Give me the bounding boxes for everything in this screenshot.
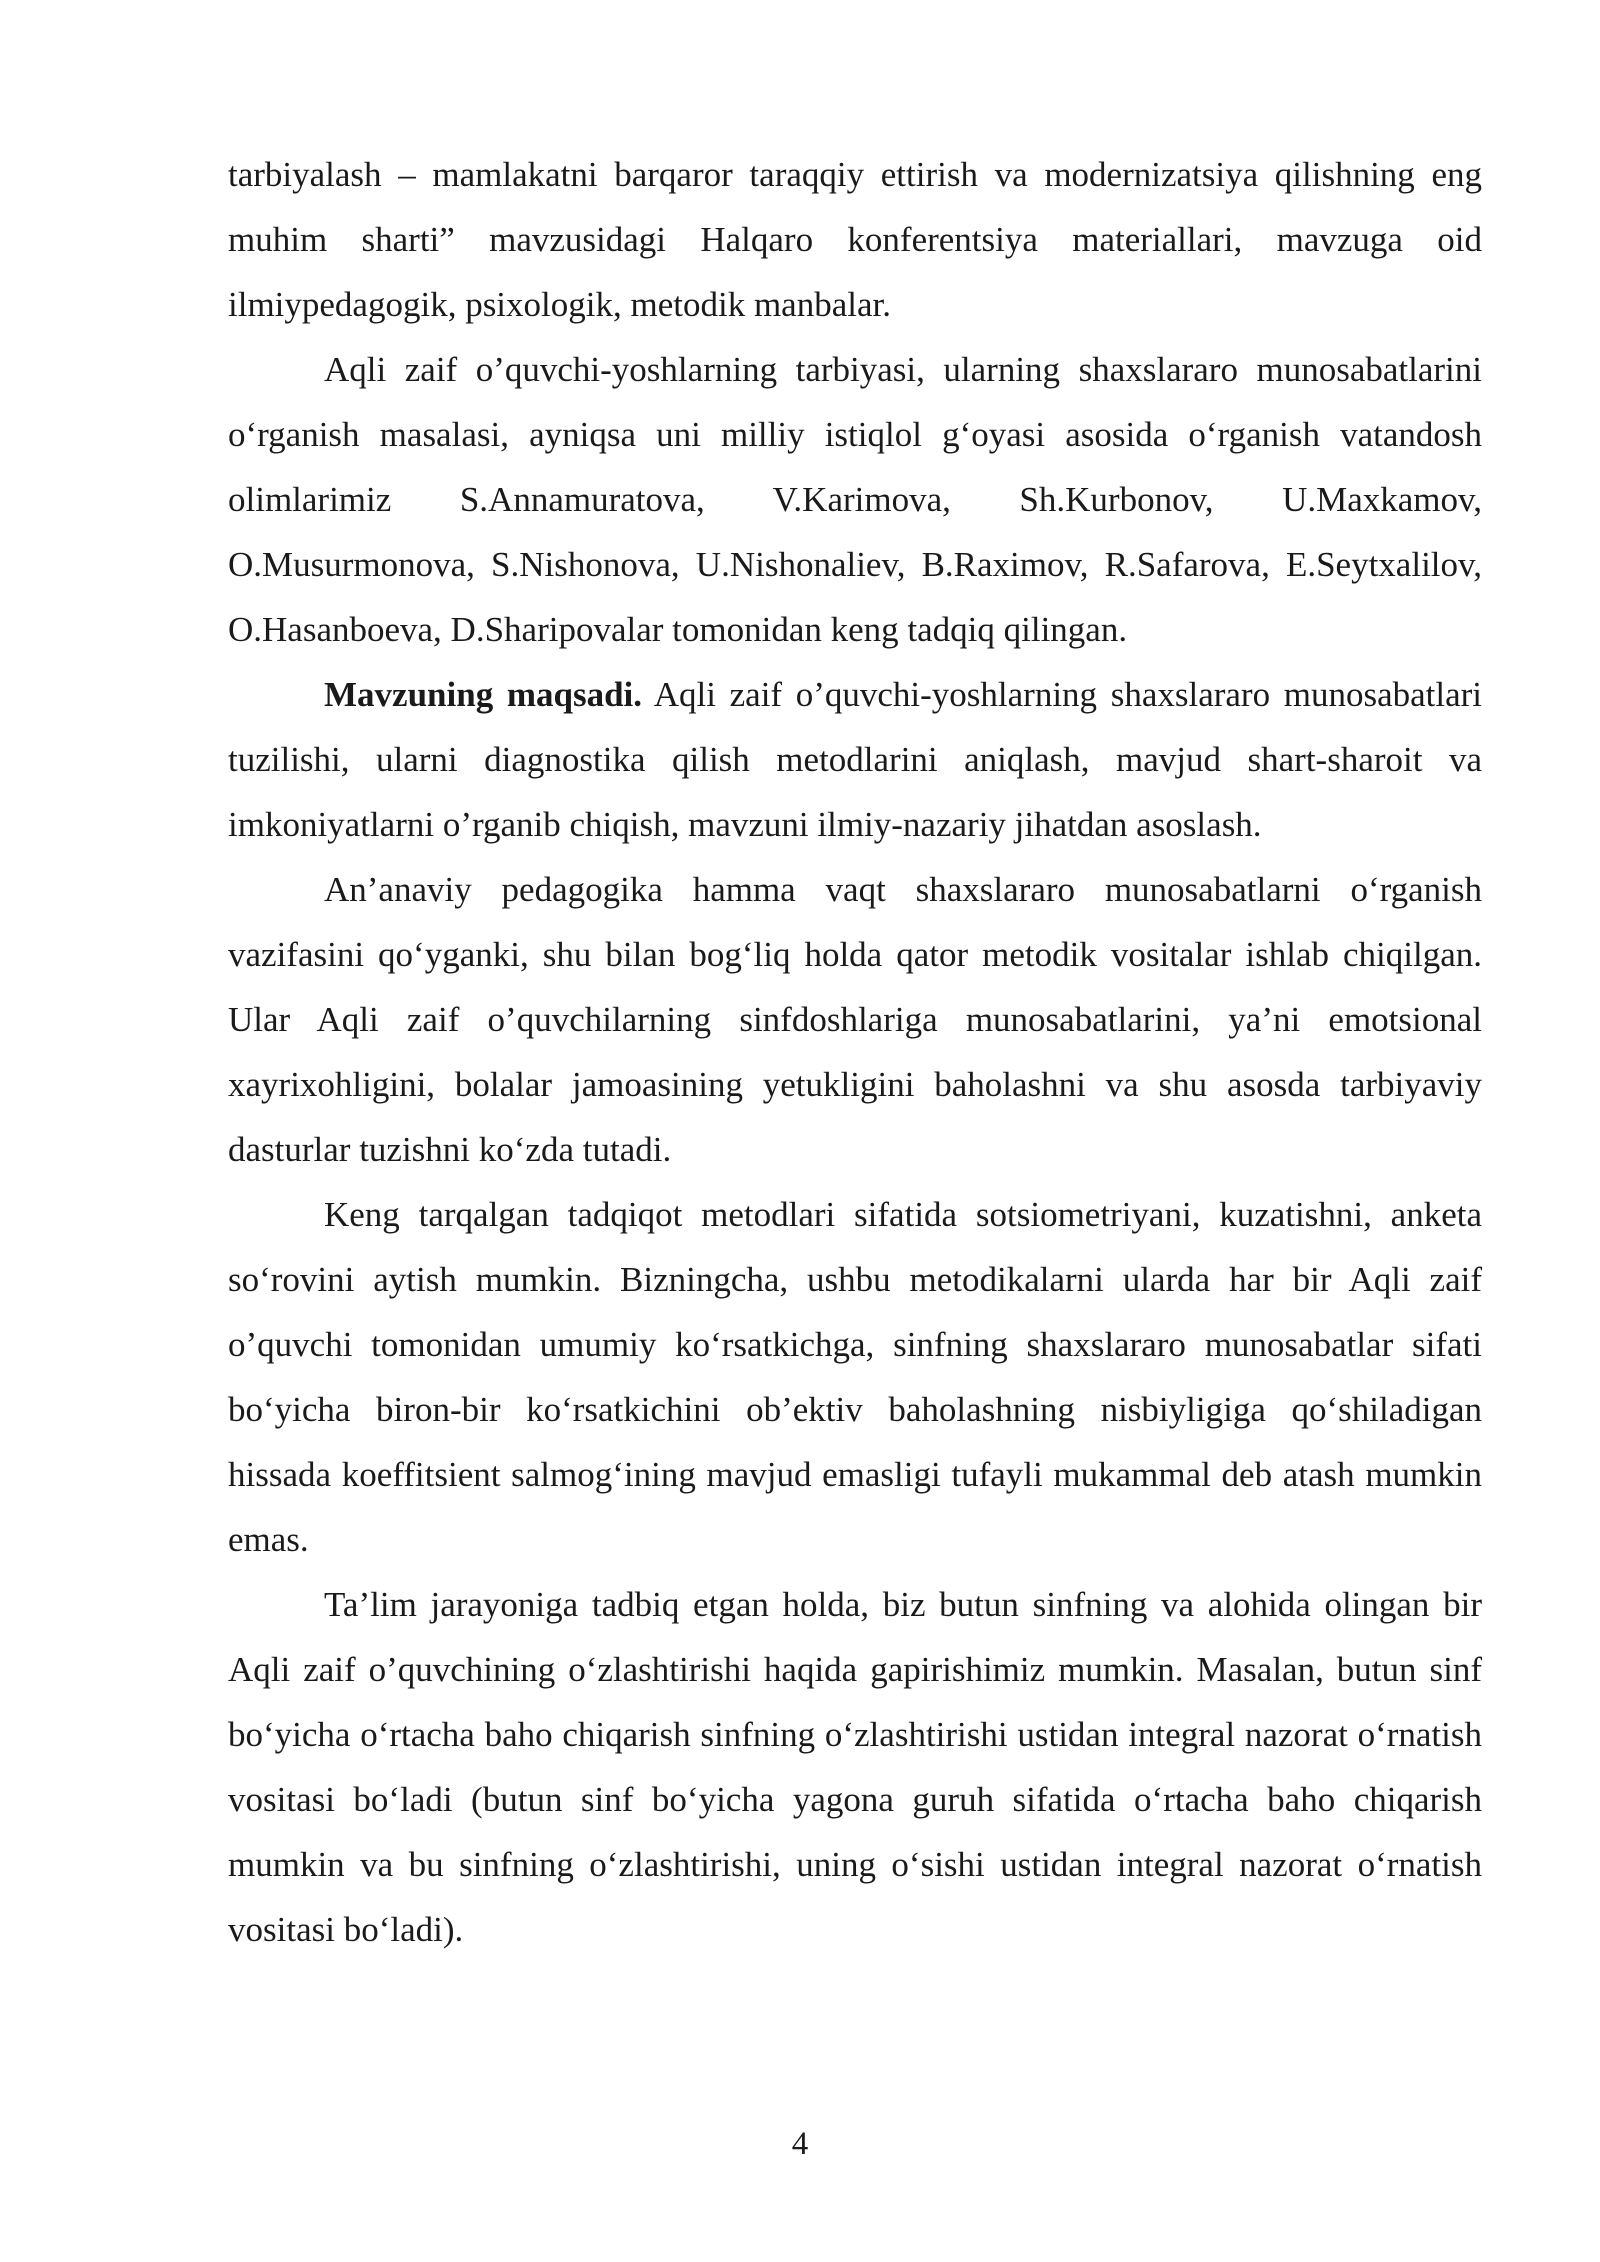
page-number: 4	[791, 2126, 809, 2162]
paragraph-6	[228, 1572, 1482, 1962]
paragraph-6-text: Ta’lim jarayoniga tadbiq etgan holda, biz butun sinfning va alohida olingan bir Aqli zaif o’quvchining o‘zlashtirishi haqida gapirishimiz mumkin. Masalan, butun sinf bo‘yicha o‘rtacha baho chiqarish sinfning o‘zlashtirishi ustidan integral nazorat o‘rnatish vositasi bo‘ladi (butun sinf bo‘yicha yagona guruh sifatida o‘rtacha baho chiqarish mumkin va bu sinfning o‘zlashtirishi, uning o‘sishi ustidan integral nazorat o‘rnatish vositasi bo‘ladi).	[228, 1585, 1482, 1949]
paragraph-4-text: An’anaviy pedagogika hamma vaqt shaxslararo munosabatlarni o‘rganish vazifasini qo‘yganki, shu bilan bog‘liq holda qator metodik vositalar ishlab chiqilgan. Ular Aqli zaif o’quvchilarning sinfdoshlariga munosabatlarini, ya’ni emotsional xayrixohligini, bolalar jamoasining yetukligini baholashni va shu asosda tarbiyaviy dasturlar tuzishni ko‘zda tutadi.	[228, 870, 1482, 1169]
paragraph-4	[228, 857, 1482, 1182]
paragraph-2	[228, 337, 1482, 662]
paragraph-2-text: Aqli zaif o’quvchi-yoshlarning tarbiyasi, ularning shaxslararo munosabatlarini o‘rganish masalasi, ayniqsa uni milliy istiqlol g‘oyasi asosida o‘rganish vatandosh olimlarimiz S.Annamuratova, V.Karimova, Sh.Kurbonov, U.Maxkamov, O.Musurmonova, S.Nishonova, U.Nishonaliev, B.Raximov, R.Safarova, E.Seytxalilov, O.Hasanboeva, D.Sharipovalar tomonidan keng tadqiq qilingan.	[228, 350, 1482, 649]
paragraph-1-text: tarbiyalash – mamlakatni barqaror taraqqiy ettirish va modernizatsiya qilishning eng muhim sharti” mavzusidagi Halqaro konferentsiya materiallari, mavzuga oid ilmiypedagogik, psixologik, metodik manbalar.	[228, 155, 1482, 324]
paragraph-1	[228, 142, 1482, 337]
paragraph-3	[228, 662, 1482, 857]
paragraph-5-text: Keng tarqalgan tadqiqot metodlari sifatida sotsiometriyani, kuzatishni, anketa so‘rovini aytish mumkin. Bizningcha, ushbu metodikalarni ularda har bir Aqli zaif o’quvchi tomonidan umumiy ko‘rsatkichga, sinfning shaxslararo munosabatlar sifati bo‘yicha biron-bir ko‘rsatkichini ob’ektiv baholashning nisbiyligiga qo‘shiladigan hissada koeffitsient salmog‘ining mavjud emasligi tufayli mukammal deb atash mumkin emas.	[228, 1195, 1482, 1559]
paragraph-5	[228, 1182, 1482, 1572]
body-text	[228, 142, 1482, 1962]
section-heading-inline: Mavzuning maqsadi.	[324, 675, 643, 714]
paragraph-3-text: Aqli zaif o’quvchi-yoshlarning shaxslararo munosabatlari tuzilishi, ularni diagnostika qilish metodlarini aniqlash, mavjud shart-sharoit va imkoniyatlarni o’rganib chiqish, mavzuni ilmiy-nazariy jihatdan asoslash.	[228, 675, 1482, 844]
